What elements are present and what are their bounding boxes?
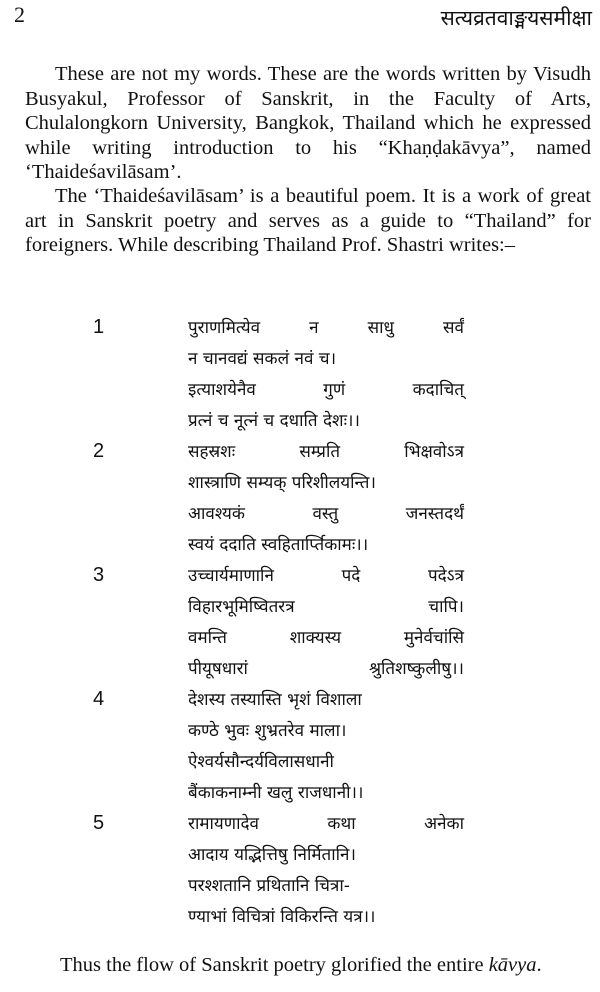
verse-word: न चानवद्यं सकलं नवं च। xyxy=(188,349,337,369)
verse-word: देशस्य तस्यास्ति भृशं विशाला xyxy=(188,690,362,710)
verse-word: रामायणादेव xyxy=(188,814,259,834)
page-number: 2 xyxy=(14,2,25,27)
verse-word: ण्याभां विचित्रां विकिरन्ति यत्र।। xyxy=(188,907,376,927)
verse-word: प्रत्नं च नूत्नं च दधाति देशः।। xyxy=(188,411,360,431)
verse-word: ऐश्वर्यसौन्दर्यविलासधानी xyxy=(188,752,334,772)
verse-line xyxy=(188,778,464,809)
verse-line xyxy=(188,592,464,623)
verse-word: मुनेर्वचांसि xyxy=(403,628,464,648)
verse-line xyxy=(188,561,464,592)
verse-line xyxy=(188,499,464,530)
verse-line xyxy=(188,437,464,468)
verse-number: 4 xyxy=(93,688,105,710)
verse-word: बैंकाकनाम्नी खलु राजधानी।। xyxy=(188,783,364,803)
verse-word: जनस्तदर्थं xyxy=(405,504,464,524)
verse-number: 5 xyxy=(93,812,105,834)
closing-italic-word: kāvya xyxy=(488,954,537,976)
verse-word: श्रुतिशष्कुलीषु।। xyxy=(368,659,464,679)
verse-word: सर्वं xyxy=(443,318,464,338)
verse-word: भिक्षवोऽत्र xyxy=(404,442,464,462)
verse-number: 2 xyxy=(93,440,105,462)
verse-word: आदाय यद्भित्तिषु निर्मितानि। xyxy=(188,845,356,865)
verse-line xyxy=(188,871,464,902)
verse-word: सम्प्रति xyxy=(299,442,341,462)
verse-line xyxy=(188,406,464,437)
verse-2 xyxy=(0,437,600,561)
verse-number: 1 xyxy=(93,316,105,338)
verse-word: शाक्यस्य xyxy=(289,628,342,648)
verse-line xyxy=(188,468,464,499)
running-head: सत्यव्रतवाङ्मयसमीक्षा xyxy=(440,6,592,30)
closing-text: Thus the flow of Sanskrit poetry glorified the entire xyxy=(60,954,489,976)
verse-line xyxy=(188,840,464,871)
verse-word: वमन्ति xyxy=(188,628,227,648)
verse-word: कण्ठे भुवः शुभ्रतरेव माला। xyxy=(188,721,347,741)
verse-4 xyxy=(0,685,600,809)
verse-word: परश्शतानि प्रथितानि चित्रा- xyxy=(188,876,350,896)
verse-line xyxy=(188,654,464,685)
verse-1 xyxy=(0,313,600,437)
verse-line xyxy=(188,809,464,840)
verse-line xyxy=(188,902,464,933)
verse-word: साधु xyxy=(367,318,394,338)
verse-line xyxy=(188,375,464,406)
verse-word: अनेका xyxy=(424,814,464,834)
verse-word: वस्तु xyxy=(312,504,339,524)
paragraph-intro: These are not my words. These are the words written by Visudh Busyakul, Professor of Sanskrit, in the Faculty of Arts, Chulalongkorn University, Bangkok, Thailand which he expressed while writing introduction to his “Khaṇḍakāvya”, named ‘Thaideśavilāsam’. xyxy=(25,63,591,184)
verse-word: पीयूषधारां xyxy=(188,659,248,679)
verse-word: विहारभूमिष्वितरत्र xyxy=(188,597,295,617)
verse-line xyxy=(188,623,464,654)
closing-sentence xyxy=(60,953,595,978)
verse-line xyxy=(188,530,464,561)
paragraph-description: The ‘Thaideśavilāsam’ is a beautiful poem. It is a work of great art in Sanskrit poetry and serves as a guide to “Thailand” for foreigners. While describing Thailand Prof. Shastri writes:– xyxy=(25,185,591,257)
verse-line xyxy=(188,747,464,778)
verse-line xyxy=(188,685,464,716)
verse-word: शास्त्राणि सम्यक् परिशीलयन्ति। xyxy=(188,473,376,493)
verse-word: पुराणमित्येव xyxy=(188,318,261,338)
verse-word: कथा xyxy=(327,814,356,834)
verse-line xyxy=(188,313,464,344)
closing-end: . xyxy=(536,954,542,976)
verse-3 xyxy=(0,561,600,685)
verse-word: चापि। xyxy=(428,597,464,617)
verse-word: पदे xyxy=(341,566,361,586)
verse-line xyxy=(188,716,464,747)
verse-number: 3 xyxy=(93,564,105,586)
verse-word: आवश्यकं xyxy=(188,504,245,524)
verse-word: न xyxy=(309,318,319,338)
verse-word: सहस्रशः xyxy=(188,442,236,462)
verse-line xyxy=(188,344,464,375)
page-header xyxy=(14,2,592,36)
verse-word: स्वयं ददाति स्वहितार्प्तिकामः।। xyxy=(188,535,369,555)
verse-word: इत्याशयेनैव xyxy=(188,380,256,400)
verse-word: गुणं xyxy=(323,380,346,400)
verse-word: पदेऽत्र xyxy=(427,566,464,586)
verse-block xyxy=(0,313,600,933)
verse-5 xyxy=(0,809,600,933)
verse-word: कदाचित् xyxy=(412,380,464,400)
verse-word: उच्चार्यमाणानि xyxy=(188,566,274,586)
